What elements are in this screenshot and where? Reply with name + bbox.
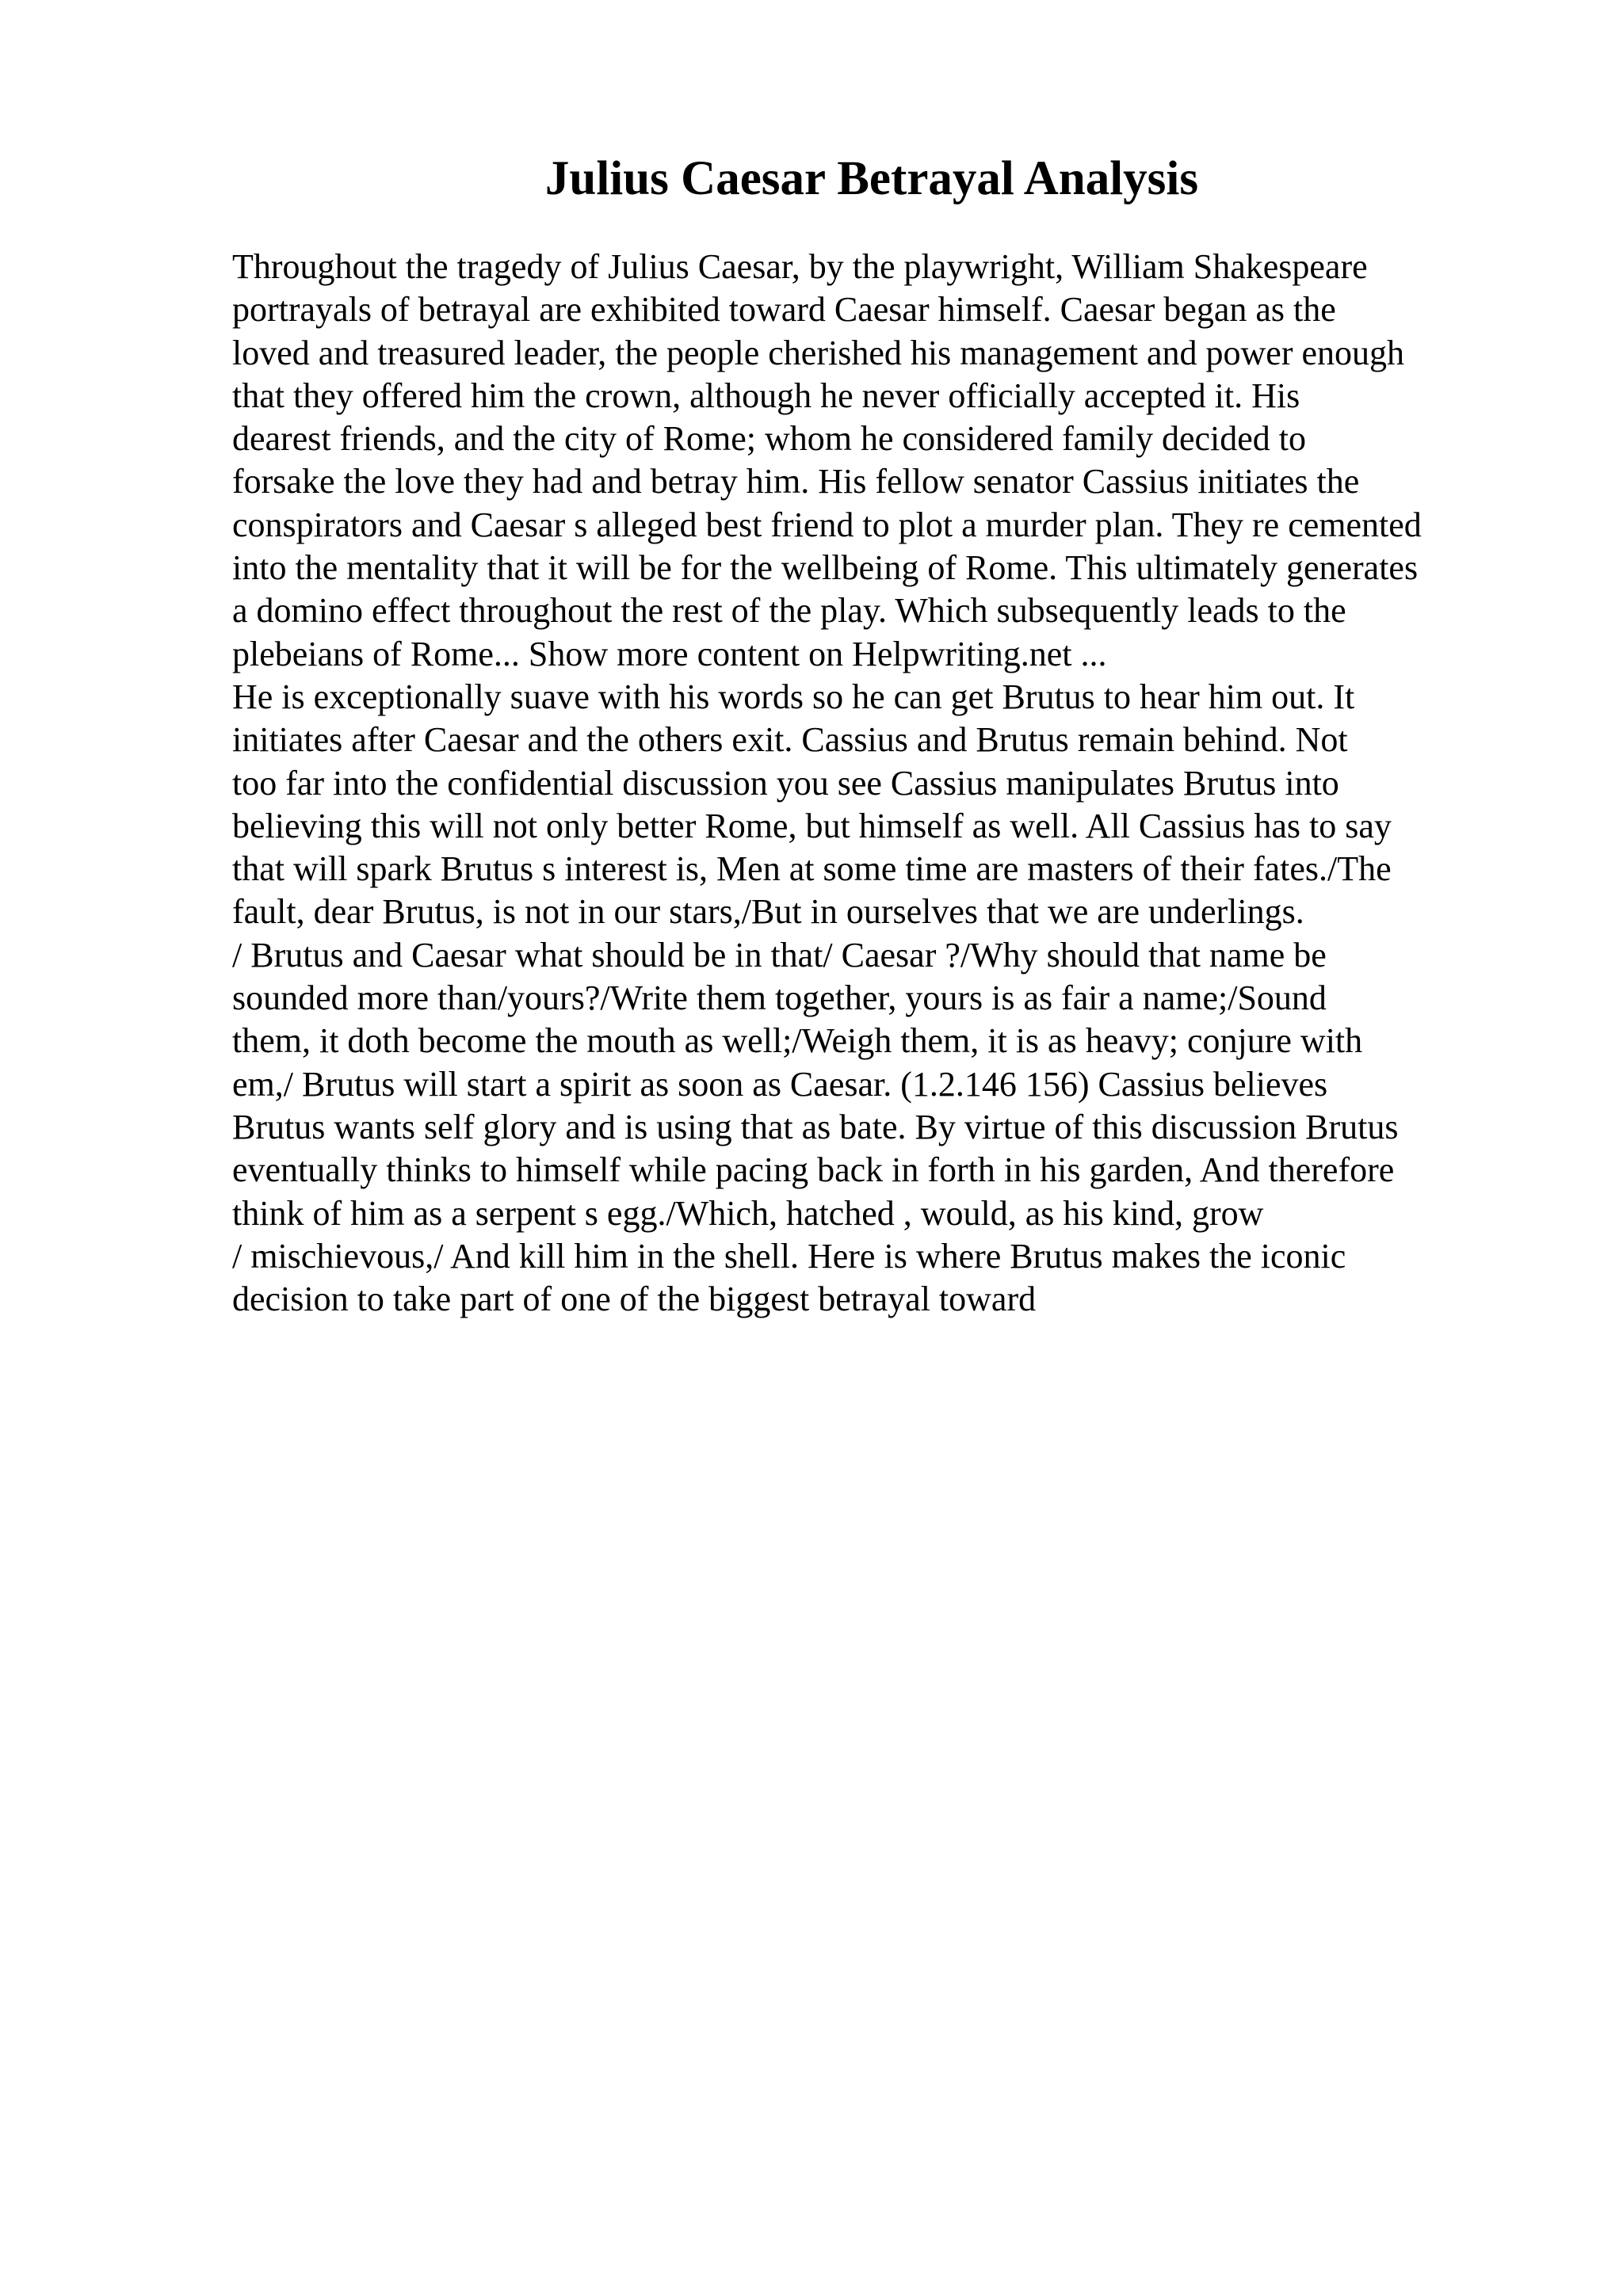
body-line: em,/ Brutus will start a spirit as soon as Caesar. (1.2.146 156) Cassius believes: [232, 1064, 1328, 1104]
body-line: that they offered him the crown, although he never officially accepted it. His: [232, 376, 1300, 415]
body-line: too far into the confidential discussion you see Cassius manipulates Brutus into: [232, 763, 1339, 803]
body-line: plebeians of Rome... Show more content on Helpwriting.net ...: [232, 634, 1107, 673]
body-line: forsake the love they had and betray him. His fellow senator Cassius initiates the: [232, 462, 1360, 502]
document-title: Julius Caesar Betrayal Analysis: [544, 152, 1199, 205]
body-line: Brutus wants self glory and is using that as bate. By virtue of this discussion Brutus: [232, 1107, 1399, 1146]
body-line: fault, dear Brutus, is not in our stars,/But in ourselves that we are underlings.: [232, 892, 1304, 932]
body-line: decision to take part of one of the biggest betrayal toward: [232, 1280, 1037, 1319]
body-line: that will spark Brutus s interest is, Men at some time are masters of their fates./The: [232, 849, 1392, 889]
body-line: / mischievous,/ And kill him in the shell. Here is where Brutus makes the iconic: [232, 1236, 1346, 1276]
body-line: He is exceptionally suave with his words so he can get Brutus to hear him out. It: [232, 677, 1355, 716]
body-line: dearest friends, and the city of Rome; whom he considered family decided to: [232, 419, 1307, 459]
body-line: sounded more than/yours?/Write them together, yours is as fair a name;/Sound: [232, 978, 1327, 1018]
body-line: into the mentality that it will be for the wellbeing of Rome. This ultimately generates: [232, 548, 1419, 588]
body-line: eventually thinks to himself while pacing back in forth in his garden, And therefore: [232, 1150, 1395, 1190]
document-body: [232, 246, 1516, 1321]
body-line: a domino effect throughout the rest of the play. Which subsequently leads to the: [232, 591, 1346, 631]
body-line: think of him as a serpent s egg./Which, hatched , would, as his kind, grow: [232, 1193, 1264, 1233]
body-line: initiates after Caesar and the others exit. Cassius and Brutus remain behind. Not: [232, 720, 1348, 760]
body-line: / Brutus and Caesar what should be in that/ Caesar ?/Why should that name be: [232, 935, 1327, 974]
body-line: believing this will not only better Rome, but himself as well. All Cassius has to say: [232, 806, 1392, 845]
body-line: them, it doth become the mouth as well;/Weigh them, it is as heavy; conjure with: [232, 1021, 1363, 1061]
body-line: conspirators and Caesar s alleged best friend to plot a murder plan. They re cemented: [232, 505, 1422, 544]
body-line: loved and treasured leader, the people cherished his management and power enough: [232, 333, 1405, 372]
body-line: Throughout the tragedy of Julius Caesar, by the playwright, William Shakespeare: [232, 247, 1368, 286]
body-line: portrayals of betrayal are exhibited toward Caesar himself. Caesar began as the: [232, 290, 1336, 330]
